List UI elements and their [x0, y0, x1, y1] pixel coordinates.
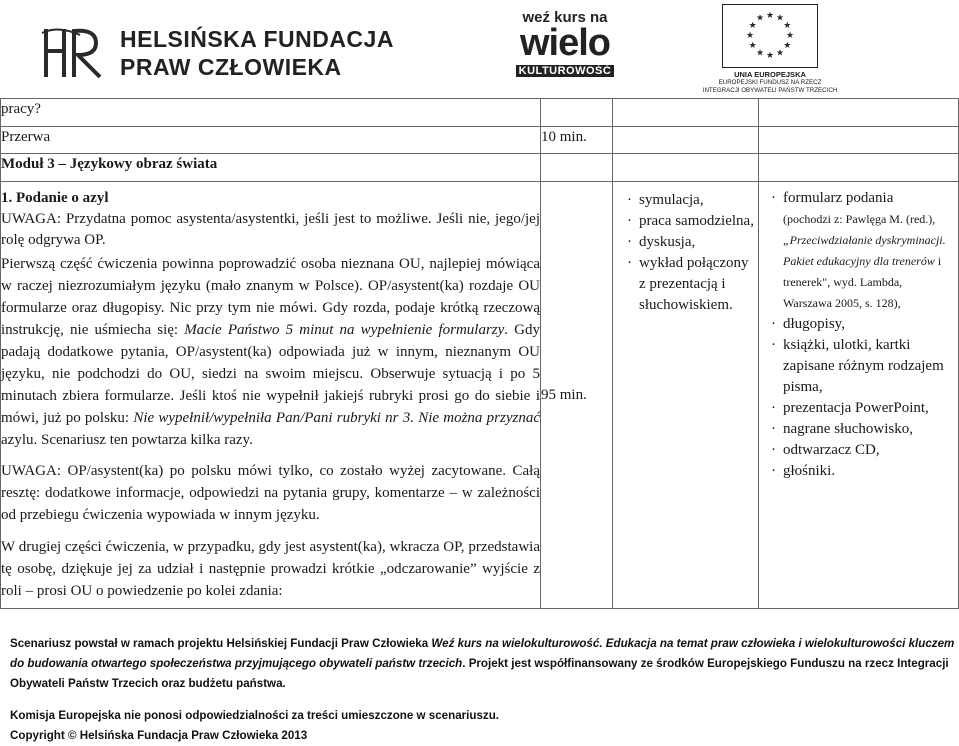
list-item: · dyskusja,	[619, 232, 754, 253]
list-item: · głośniki.	[763, 461, 952, 482]
svg-text:★: ★	[775, 48, 785, 59]
list-item: · książki, ulotki, kartki zapisane różnym rodzajem pisma,	[763, 335, 952, 398]
break-time: 10 min.	[541, 127, 613, 154]
footer-text: . Projekt jest współfinansowany ze środków Europejskiego Funduszu na rzecz Integracji Obywateli Państw Trzecich oraz budżetu państwa.	[10, 657, 949, 690]
svg-text:★: ★	[745, 31, 755, 41]
svg-text:★: ★	[748, 41, 757, 51]
table-row	[1, 127, 959, 154]
exercise-title: 1. Podanie o azyl	[1, 190, 109, 206]
eu-line-1: UNIA EUROPEJSKA	[734, 70, 806, 79]
hfhr-line-1: HELSIŃSKA FUNDACJA	[120, 26, 394, 52]
paragraph-quote: Macie Państwo 5 minut na wypełnienie formularzy	[184, 322, 505, 338]
hfhr-mark-icon	[40, 25, 110, 81]
eu-flag-icon	[722, 4, 818, 68]
exercise-materials	[759, 182, 959, 609]
material-form: formularz podania	[783, 190, 894, 206]
paragraph-text: . Gdy padają dodatkowe pytania, OP/asystent(ka) odpowiada już w innym, nieznanym OU języku, nie podchodzi do OU, siedzi na swoim miejscu. Obserwuje sytuacją i po 5 minutach zbiera formularze. Jeśli ktoś nie wypełnił jakiejś rubryki prosi go do siebie i mówi, już po polsku:	[1, 322, 540, 426]
svg-text:★: ★	[775, 13, 785, 24]
break-label: Przerwa	[1, 127, 541, 154]
page-footer	[10, 634, 955, 746]
cell-pracy: pracy?	[1, 99, 541, 127]
exercise-methods	[613, 182, 759, 609]
svg-text:★: ★	[783, 41, 792, 51]
footer-project-info	[10, 634, 955, 694]
wielo-logo	[515, 10, 615, 85]
svg-text:★: ★	[765, 11, 775, 21]
exercise-paragraph-2: W drugiej części ćwiczenia, w przypadku, gdy jest asystent(ka), wkracza OP, przedstawia tę osobę, dziękuje jej za udział i następnie prowadzi krótkie „odczarowanie” wyjście z roli – prosi OU o powiedzenie po kolei zdania:	[1, 539, 540, 599]
svg-text:★: ★	[783, 21, 792, 31]
svg-text:★: ★	[755, 13, 765, 24]
exercise-description	[1, 182, 541, 609]
list-item: · prezentacja PowerPoint,	[763, 398, 952, 419]
source-text: i trenerek", wyd. Lambda, Warszawa 2005, s. 128),	[783, 254, 942, 310]
wielo-line-2: wielo	[519, 22, 611, 64]
table-row	[1, 182, 959, 609]
hfhr-line-2: PRAW CZŁOWIEKA	[120, 54, 342, 80]
list-item: · długopisy,	[763, 314, 952, 335]
list-item: · nagrane słuchowisko,	[763, 419, 952, 440]
hfhr-logo	[40, 18, 394, 88]
table-row	[1, 99, 959, 127]
svg-text:★: ★	[785, 31, 795, 41]
list-item: · symulacja,	[619, 190, 754, 211]
eu-logo	[690, 4, 850, 96]
source-text: (pochodzi z: Pawlęga M. (red.),	[783, 212, 936, 226]
footer-disclaimer: Komisja Europejska nie ponosi odpowiedzialności za treści umieszczone w scenariuszu.	[10, 709, 500, 722]
table-row	[1, 154, 959, 182]
list-item: · odtwarzacz CD,	[763, 440, 952, 461]
module-title: Moduł 3 – Językowy obraz świata	[1, 154, 541, 182]
source-title: „Przeciwdziałanie dyskryminacji. Pakiet edukacyjny dla trenerów	[783, 233, 946, 268]
list-item	[763, 188, 952, 314]
footer-text: Scenariusz powstał w ramach projektu Helsińskiej Fundacji Praw Człowieka	[10, 637, 432, 650]
footer-copyright: Copyright © Helsińska Fundacja Praw Człowieka 2013	[10, 729, 308, 742]
wielo-line-3: KULTUROWOŚĆ	[516, 65, 615, 77]
eu-line-2: EUROPEJSKI FUNDUSZ NA RZECZ	[718, 79, 822, 86]
list-item: · wykład połączony z prezentacją i słuchowiskiem.	[619, 253, 754, 316]
list-item: · praca samodzielna,	[619, 211, 754, 232]
svg-text:★: ★	[755, 48, 765, 59]
svg-text:★: ★	[765, 51, 775, 61]
scenario-table	[0, 98, 959, 609]
exercise-time: 95 min.	[541, 182, 613, 609]
eu-line-3: INTEGRACJI OBYWATELI PAŃSTW TRZECICH	[702, 86, 838, 94]
paragraph-text: Pierwszą część ćwiczenia powinna poprowadzić osoba nieznana OU, najlepiej mówiąca w raczej niezrozumiałym języku (mało znanym w Polsce). OP/asystent(ka) rozdaje OU formularze oraz długopisy. Nic przy tym nie mówi. Gdy rozda, podaje krótką rzeczową instrukcję, nie uśmiecha się:	[1, 256, 540, 338]
wielo-line-1: weź kurs na	[522, 9, 608, 26]
exercise-note-1: UWAGA: Przydatna pomoc asystenta/asystentki, jeśli jest to możliwe. Jeśli nie, jego/jej rolę odgrywa OP.	[1, 211, 540, 248]
material-source	[783, 212, 946, 310]
methods-list	[619, 190, 754, 316]
paragraph-quote: Nie wypełnił/wypełniła Pan/Pani rubryki nr 3. Nie można przyznać	[133, 410, 540, 426]
page-header	[0, 0, 959, 100]
svg-text:★: ★	[748, 21, 757, 31]
paragraph-text: azylu. Scenariusz ten powtarza kilka razy.	[1, 432, 253, 448]
footer-project-title: Weź kurs na wielokulturowość. Edukacja na temat praw człowieka i wielokulturowości kluczem do budowania otwartego społeczeństwa przyjmującego obywateli państw trzecich	[10, 637, 955, 670]
materials-list	[763, 188, 952, 482]
exercise-paragraph-1	[1, 253, 540, 451]
exercise-note-2: UWAGA: OP/asystent(ka) po polsku mówi tylko, co zostało wyżej zacytowane. Całą resztę: dodatkowe informacje, odpowiedzi na pytania grupy, komentarze – w zależności od przebiegu ćwiczenia wypowiada w innym języku.	[1, 463, 540, 523]
